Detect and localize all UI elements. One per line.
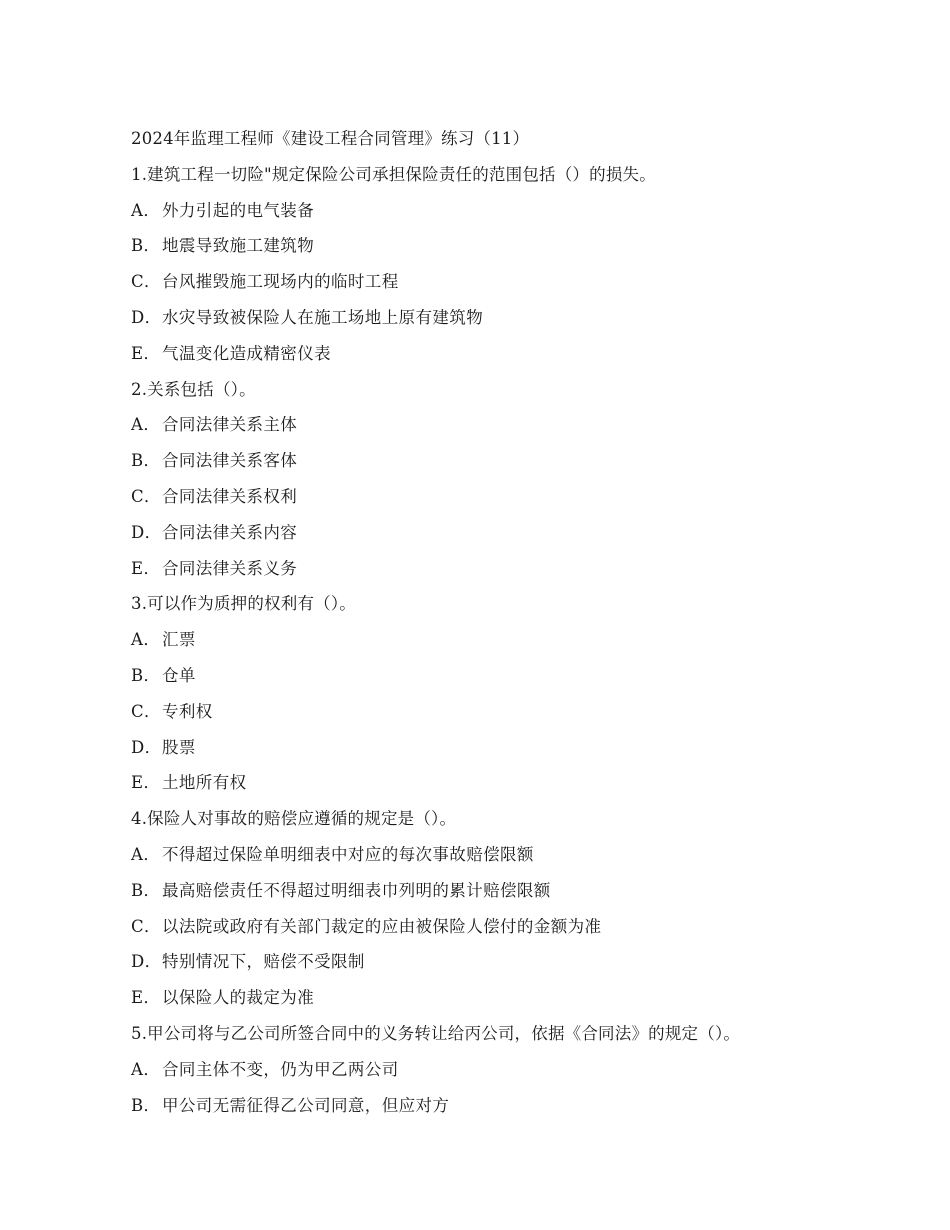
question-5 <box>131 1021 891 1128</box>
option-letter: A． <box>131 630 161 650</box>
question-stem: 2.关系包括（）。 <box>131 379 256 399</box>
option-b <box>131 878 891 914</box>
option-text: 土地所有权 <box>162 773 247 793</box>
option-text: 以法院或政府有关部门裁定的应由被保险人偿付的金额为准 <box>162 916 602 936</box>
option-text: 特别情况下，赔偿不受限制 <box>162 952 365 972</box>
option-text: 专利权 <box>162 701 213 721</box>
option-b <box>131 448 891 484</box>
option-letter: D． <box>131 737 162 757</box>
option-d <box>131 305 891 341</box>
option-letter: C． <box>131 486 161 506</box>
option-letter: A． <box>131 200 161 220</box>
option-text: 地震导致施工建筑物 <box>162 236 315 256</box>
option-a <box>131 412 891 448</box>
question-2 <box>131 377 891 592</box>
option-letter: C． <box>131 701 161 721</box>
option-b <box>131 233 891 269</box>
option-d <box>131 949 891 985</box>
option-letter: A． <box>131 1059 161 1079</box>
question-stem: 1.建筑工程一切险"规定保险公司承担保险责任的范围包括（）的损失。 <box>131 164 656 184</box>
option-text: 最高赔偿责任不得超过明细表巾列明的累计赔偿限额 <box>162 880 551 900</box>
option-b <box>131 1093 891 1129</box>
option-c <box>131 269 891 305</box>
option-text: 气温变化造成精密仪表 <box>162 343 331 363</box>
question-stem: 3.可以作为质押的权利有（）。 <box>131 594 356 614</box>
option-e <box>131 985 891 1021</box>
option-text: 合同法律关系权利 <box>162 486 298 506</box>
option-text: 外力引起的电气装备 <box>162 200 315 220</box>
option-text: 合同法律关系义务 <box>162 558 298 578</box>
option-letter: E． <box>131 343 161 363</box>
option-letter: C． <box>131 916 161 936</box>
option-d <box>131 735 891 771</box>
option-text: 股票 <box>162 737 196 757</box>
question-stem: 4.保险人对事故的赔偿应遵循的规定是（）。 <box>131 809 457 829</box>
option-letter: B． <box>131 880 161 900</box>
option-letter: E． <box>131 558 161 578</box>
question-1 <box>131 162 891 377</box>
option-b <box>131 663 891 699</box>
option-e <box>131 770 891 806</box>
document-title: 2024年监理工程师《建设工程合同管理》练习（11） <box>131 129 530 148</box>
option-letter: C． <box>131 272 161 292</box>
option-text: 合同主体不变，仍为甲乙两公司 <box>162 1059 399 1079</box>
question-3 <box>131 591 891 806</box>
option-text: 汇票 <box>162 630 196 650</box>
option-text: 台风摧毁施工现场内的临时工程 <box>162 272 399 292</box>
document-body <box>131 126 891 1128</box>
option-text: 合同法律关系内容 <box>162 522 298 542</box>
option-text: 以保险人的裁定为准 <box>162 988 315 1008</box>
option-letter: B． <box>131 665 161 685</box>
option-letter: B． <box>131 1095 161 1115</box>
question-stem: 5.甲公司将与乙公司所签合同中的义务转让给丙公司，依据《合同法》的规定（）。 <box>131 1023 741 1043</box>
question-4 <box>131 806 891 1021</box>
option-letter: B． <box>131 236 161 256</box>
option-text: 合同法律关系客体 <box>162 451 298 471</box>
option-text: 不得超过保险单明细表中对应的每次事故赔偿限额 <box>162 844 534 864</box>
option-e <box>131 341 891 377</box>
option-a <box>131 627 891 663</box>
option-a <box>131 1057 891 1093</box>
option-text: 仓单 <box>162 665 196 685</box>
option-a <box>131 842 891 878</box>
option-c <box>131 484 891 520</box>
option-text: 甲公司无需征得乙公司同意，但应对方 <box>162 1095 450 1115</box>
option-text: 水灾导致被保险人在施工场地上原有建筑物 <box>162 307 484 327</box>
option-letter: A． <box>131 415 161 435</box>
option-a <box>131 198 891 234</box>
option-letter: D． <box>131 307 162 327</box>
option-d <box>131 520 891 556</box>
option-text: 合同法律关系主体 <box>162 415 298 435</box>
option-letter: D． <box>131 522 162 542</box>
option-letter: B． <box>131 451 161 471</box>
option-letter: D． <box>131 952 162 972</box>
option-letter: A． <box>131 844 161 864</box>
option-letter: E． <box>131 988 161 1008</box>
option-c <box>131 914 891 950</box>
option-e <box>131 556 891 592</box>
option-c <box>131 699 891 735</box>
option-letter: E． <box>131 773 161 793</box>
